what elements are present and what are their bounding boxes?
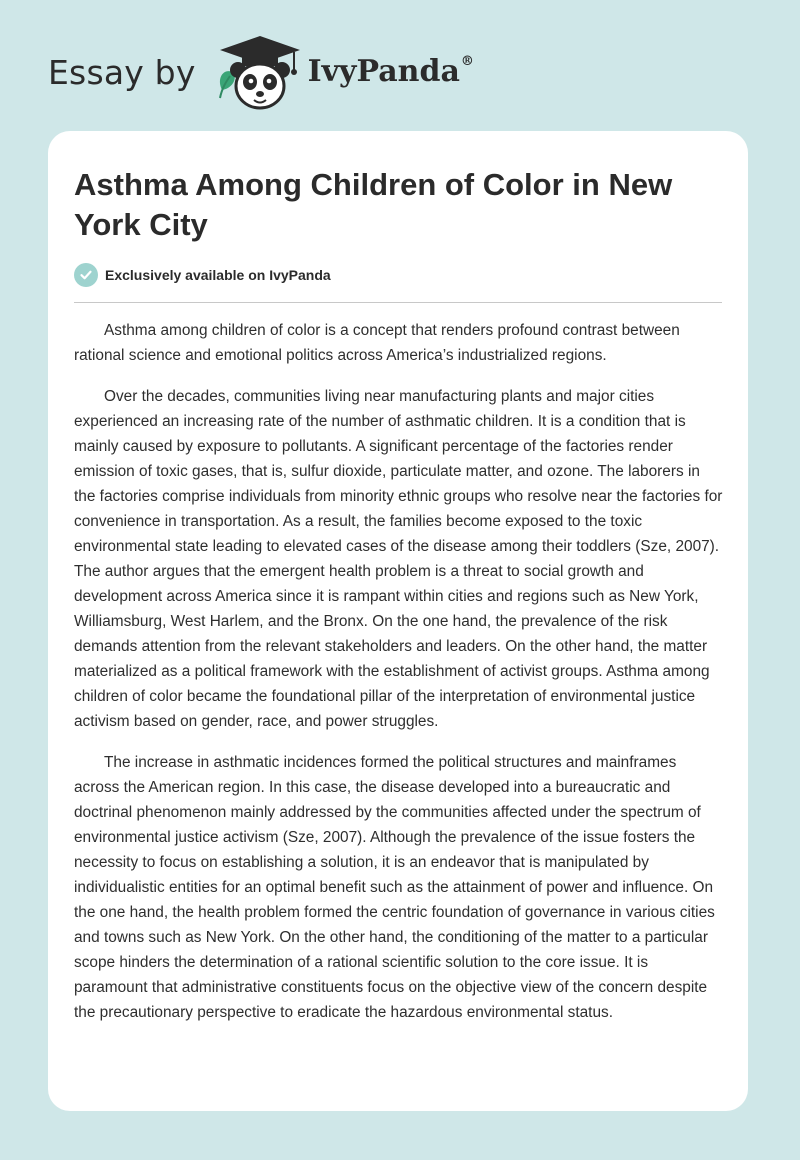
essay-card (48, 131, 748, 1111)
paragraph: Asthma among children of color is a concept that renders profound contrast between rational science and emotional politics across America’s industrialized regions. (74, 322, 680, 364)
paragraph: The increase in asthmatic incidences formed the political structures and mainframes across the American region. In this case, the disease developed into a bureaucratic and doctrinal phenomenon mainly addressed by the communities affected under the spectrum of environmental justice activism (Sze, 2007). Although the prevalence of the issue fosters the necessity to focus on establishing a solution, it is an endeavor that is manipulated by individualistic entities for an optimal benefit such as the attainment of power and influence. On the one hand, the health problem formed the centric foundation of governance in various cities and towns such as New York. On the other hand, the conditioning of the matter to a particular scope hinders the determination of a rational scientific solution to the core issue. It is paramount that administrative constituents focus on the objective view of the concern despite the precautionary perspective to eradicate the hazardous environmental status. (74, 754, 715, 1021)
exclusive-badge (74, 263, 331, 287)
exclusive-badge-label: Exclusively available on IvyPanda (105, 267, 331, 283)
site-header (48, 32, 474, 112)
essay-body (74, 318, 724, 1041)
essay-by-label: Essay by (48, 52, 196, 92)
panda-graduate-icon (212, 32, 304, 112)
paragraph: Over the decades, communities living near manufacturing plants and major cities experienced an increasing rate of the number of asthmatic children. It is a condition that is mainly caused by exposure to pollutants. A significant percentage of the factories render emission of toxic gases, that is, sulfur dioxide, particulate matter, and ozone. The laborers in the factories comprise individuals from minority ethnic groups who resolve near the factories for convenience in transportation. As a result, the families become exposed to the toxic environmental state leading to elevated cases of the disease among their toddlers (Sze, 2007). The author argues that the emergent health problem is a threat to social growth and development across America since it is rampant within cities and regions such as New York, Williamsburg, West Harlem, and the Bronx. On the one hand, the prevalence of the risk demands attention from the relevant stakeholders and leaders. On the other hand, the matter materialized as a political framework with the establishment of activist groups. Asthma among children of color became the foundational pillar of the interpretation of environmental justice activism based on gender, race, and power struggles. (74, 388, 723, 730)
brand-logo-text: IvyPanda® (307, 54, 474, 89)
check-circle-icon (74, 263, 98, 287)
divider (74, 302, 722, 303)
essay-title: Asthma Among Children of Color in New York City (74, 167, 673, 242)
